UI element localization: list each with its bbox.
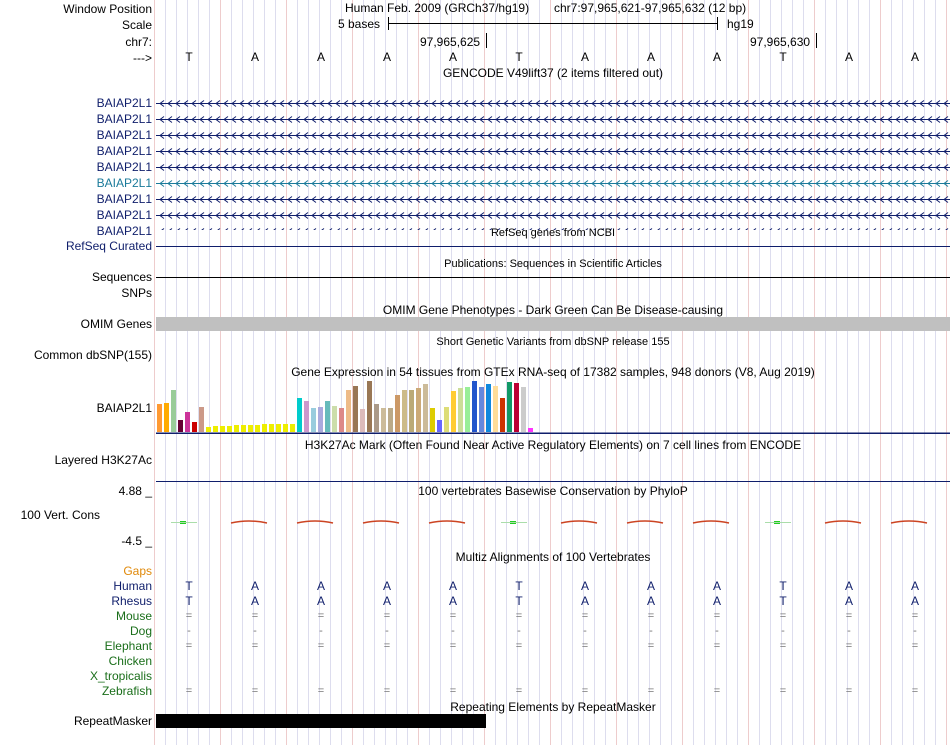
multiz-alignment-char: =: [185, 685, 193, 697]
phylop-negative-mark: [627, 521, 663, 523]
phylop-negative-mark: [891, 521, 927, 523]
multiz-alignment-char: T: [185, 594, 193, 608]
multiz-alignment-char: =: [449, 685, 457, 697]
multiz-alignment-char: =: [515, 685, 523, 697]
gtex-tissue-bar: [458, 388, 463, 432]
gtex-tissue-bar: [472, 381, 477, 432]
gtex-tissue-bar: [325, 401, 330, 432]
multiz-alignment-char: -: [913, 625, 917, 637]
multiz-alignment-char: -: [451, 625, 455, 637]
gencode-transcript-label[interactable]: BAIAP2L1: [96, 112, 152, 126]
gtex-tissue-bar: [178, 420, 183, 432]
multiz-species-label[interactable]: Rhesus: [111, 594, 152, 608]
window-position-label: Window Position: [63, 2, 152, 16]
position-readout[interactable]: chr7:97,965,621-97,965,632 (12 bp): [554, 1, 747, 15]
refseq-label[interactable]: RefSeq Curated: [65, 239, 152, 253]
gtex-tissue-bar: [304, 401, 309, 432]
phylop-negative-mark: [297, 521, 333, 523]
gtex-tissue-bar: [346, 390, 351, 432]
multiz-species-label[interactable]: Chicken: [108, 654, 152, 668]
multiz-species-label[interactable]: Zebrafish: [101, 684, 152, 698]
chrom-label: chr7:: [125, 35, 152, 49]
gtex-tissue-bar: [171, 390, 176, 432]
refseq-line[interactable]: [156, 246, 950, 247]
gtex-tissue-bar: [220, 426, 225, 432]
gtex-tissue-bar: [276, 424, 281, 432]
gtex-label[interactable]: BAIAP2L1: [96, 401, 152, 415]
multiz-alignment-char: A: [712, 594, 721, 608]
multiz-alignment-char: =: [581, 685, 589, 697]
gtex-title[interactable]: Gene Expression in 54 tissues from GTEx RNA-seq of 17382 samples, 948 donors (V8, Aug 2019): [291, 365, 815, 379]
gtex-tissue-bar: [157, 404, 162, 432]
gtex-tissue-bar: [486, 384, 491, 432]
multiz-alignment-char: -: [385, 625, 389, 637]
gencode-transcripts[interactable]: [156, 80, 950, 230]
multiz-alignment-char: =: [647, 610, 655, 622]
gtex-tissue-bar: [528, 428, 533, 432]
gtex-tissue-bar: [423, 384, 428, 432]
phylop-negative-mark: [561, 521, 597, 523]
multiz-alignment-char: T: [185, 579, 193, 593]
multiz-species-label[interactable]: Mouse: [115, 609, 152, 623]
multiz-alignment-char: A: [910, 594, 919, 608]
multiz-alignment-char: =: [185, 640, 193, 652]
gtex-tissue-bar: [339, 408, 344, 432]
gtex-tissue-bar: [248, 425, 253, 432]
gtex-tissue-bar: [521, 387, 526, 432]
omim-title[interactable]: OMIM Gene Phenotypes - Dark Green Can Be Disease-causing: [382, 303, 724, 317]
gencode-transcript: [156, 197, 950, 203]
multiz-alignment-char: -: [187, 625, 191, 637]
multiz-alignment-char: =: [251, 685, 259, 697]
multiz-alignment-char: -: [517, 625, 521, 637]
gaps-label: Gaps: [123, 564, 152, 578]
multiz-alignment-char: =: [515, 610, 523, 622]
gencode-transcript: [156, 117, 950, 123]
omim-bar[interactable]: [156, 317, 950, 331]
sequences-label[interactable]: Sequences: [91, 270, 152, 284]
multiz-alignment-char: =: [911, 685, 919, 697]
base-letter: A: [844, 50, 853, 64]
omim-label[interactable]: OMIM Genes: [80, 317, 152, 331]
multiz-alignment-char: A: [844, 594, 853, 608]
multiz-alignment-char: =: [647, 685, 655, 697]
multiz-alignment-char: =: [911, 610, 919, 622]
gtex-tissue-bar: [227, 426, 232, 432]
multiz-alignment-char: =: [317, 610, 325, 622]
dbsnp-title[interactable]: Short Genetic Variants from dbSNP release 155: [436, 336, 670, 348]
multiz-alignment-char: =: [581, 640, 589, 652]
multiz-alignment-char: A: [580, 594, 589, 608]
base-letter: T: [515, 50, 523, 64]
multiz-alignment-char: =: [317, 685, 325, 697]
gtex-tissue-bar: [451, 391, 456, 432]
coord-tick-2: [816, 33, 817, 48]
base-letter: T: [779, 50, 787, 64]
gencode-transcript-label[interactable]: BAIAP2L1: [96, 176, 152, 190]
gencode-transcript: [156, 213, 950, 219]
coord-label-1: 97,965,625: [420, 35, 481, 49]
multiz-alignment-char: A: [448, 579, 457, 593]
gencode-transcript-label[interactable]: BAIAP2L1: [96, 208, 152, 222]
multiz-alignment-char: A: [712, 579, 721, 593]
multiz-species-label[interactable]: Human: [113, 579, 152, 593]
gtex-tissue-bar: [493, 386, 498, 432]
multiz-alignment-char: -: [319, 625, 323, 637]
multiz-alignment-char: -: [715, 625, 719, 637]
phylop-label[interactable]: 100 Vert. Cons: [20, 508, 100, 522]
scale-label: Scale: [121, 18, 152, 32]
base-letter: A: [316, 50, 325, 64]
gencode-transcript-label[interactable]: BAIAP2L1: [96, 144, 152, 158]
multiz-alignment-char: =: [515, 640, 523, 652]
gtex-tissue-bar: [353, 386, 358, 432]
multiz-alignment-char: -: [847, 625, 851, 637]
gtex-tissue-bar: [479, 387, 484, 432]
gtex-tissue-bar: [255, 425, 260, 432]
gtex-tissue-bar: [507, 382, 512, 432]
gencode-transcript-label[interactable]: BAIAP2L1: [96, 160, 152, 174]
base-letter: A: [646, 50, 655, 64]
phylop-negative-mark: [429, 521, 465, 523]
multiz-alignment-char: =: [251, 640, 259, 652]
multiz-alignment-char: -: [253, 625, 257, 637]
gtex-tissue-bar: [297, 398, 302, 432]
multiz-alignment-char: -: [781, 625, 785, 637]
assembly-title: Human Feb. 2009 (GRCh37/hg19): [345, 1, 530, 15]
gencode-transcript-label[interactable]: BAIAP2L1: [96, 128, 152, 142]
multiz-alignment-char: A: [250, 594, 259, 608]
base-letter: A: [448, 50, 457, 64]
multiz-alignment-char: -: [583, 625, 587, 637]
phylop-signal[interactable]: [156, 517, 950, 527]
gtex-tissue-bar: [416, 388, 421, 432]
multiz-alignment-char: =: [383, 685, 391, 697]
refseq-title[interactable]: RefSeq genes from NCBI: [490, 227, 616, 239]
gtex-tissue-bar: [290, 424, 295, 432]
multiz-alignment-char: A: [382, 579, 391, 593]
snps-label[interactable]: SNPs: [121, 286, 152, 300]
gencode-title[interactable]: GENCODE V49lift37 (2 items filtered out): [442, 66, 664, 80]
phylop-negative-mark: [693, 521, 729, 523]
multiz-alignment-char: =: [845, 610, 853, 622]
coord-tick-1: [486, 33, 487, 48]
gencode-transcript: [156, 165, 950, 171]
phylop-min-label: -4.5 _: [121, 534, 152, 548]
strand-label: --->: [133, 51, 152, 65]
multiz-alignment-char: A: [646, 579, 655, 593]
base-letter: A: [250, 50, 259, 64]
gtex-tissue-bar: [185, 412, 190, 432]
multiz-alignment-char: =: [911, 640, 919, 652]
gtex-bar-chart[interactable]: [156, 380, 950, 434]
gtex-tissue-bar: [500, 398, 505, 432]
gtex-tissue-bar: [430, 408, 435, 432]
h3k27ac-label[interactable]: Layered H3K27Ac: [54, 453, 152, 467]
multiz-alignment-char: A: [910, 579, 919, 593]
multiz-alignment-char: A: [646, 594, 655, 608]
gtex-tissue-bar: [465, 387, 470, 432]
gencode-transcript-label[interactable]: BAIAP2L1: [96, 192, 152, 206]
gtex-tissue-bar: [332, 406, 337, 432]
gencode-transcript: [156, 133, 950, 139]
gtex-tissue-bar: [367, 381, 372, 432]
coord-label-2: 97,965,630: [750, 35, 811, 49]
dbsnp-label[interactable]: Common dbSNP(155): [33, 348, 152, 362]
multiz-alignment-char: =: [779, 685, 787, 697]
multiz-alignment-char: =: [317, 640, 325, 652]
multiz-alignment-char: A: [250, 579, 259, 593]
multiz-alignment-char: =: [845, 685, 853, 697]
multiz-alignment-char: A: [316, 594, 325, 608]
gtex-tissue-bar: [395, 395, 400, 432]
multiz-alignment-char: T: [779, 594, 787, 608]
multiz-alignment-char: T: [515, 579, 523, 593]
gtex-tissue-bar: [318, 407, 323, 432]
multiz-alignment-char: =: [581, 610, 589, 622]
multiz-alignment-char: T: [779, 579, 787, 593]
multiz-alignment-char: =: [449, 610, 457, 622]
gtex-tissue-bar: [402, 390, 407, 432]
phylop-negative-mark: [825, 521, 861, 523]
gtex-tissue-bar: [192, 422, 197, 432]
scale-text: 5 bases: [338, 17, 381, 31]
multiz-alignment-char: A: [448, 594, 457, 608]
gtex-tissue-bar: [164, 403, 169, 432]
multiz-alignment-char: =: [647, 640, 655, 652]
base-letter: T: [185, 50, 193, 64]
multiz-species-label[interactable]: Elephant: [104, 639, 152, 653]
scale-bar: [388, 17, 718, 31]
multiz-alignment-char: =: [713, 685, 721, 697]
gencode-transcript-label[interactable]: BAIAP2L1: [96, 224, 152, 238]
multiz-species-label[interactable]: Dog: [129, 624, 152, 638]
gtex-tissue-bar: [444, 407, 449, 432]
multiz-alignment-char: =: [251, 610, 259, 622]
gtex-tissue-bar: [241, 425, 246, 432]
phylop-negative-mark: [363, 521, 399, 523]
gtex-tissue-bar: [409, 390, 414, 432]
multiz-alignment-char: =: [713, 610, 721, 622]
gtex-tissue-bar: [514, 383, 519, 432]
base-letter: A: [712, 50, 721, 64]
phylop-negative-mark: [231, 521, 267, 523]
base-letter: A: [382, 50, 391, 64]
base-letter: A: [910, 50, 919, 64]
multiz-alignment-char: =: [845, 640, 853, 652]
gencode-transcript: [156, 149, 950, 155]
h3k27ac-baseline: [156, 481, 950, 482]
multiz-alignment-char: =: [185, 610, 193, 622]
gtex-tissue-bar: [206, 427, 211, 432]
gtex-tissue-bar: [269, 424, 274, 432]
gtex-tissue-bar: [283, 424, 288, 432]
multiz-alignment-char: =: [449, 640, 457, 652]
multiz-alignment-char: -: [649, 625, 653, 637]
h3k27ac-title[interactable]: H3K27Ac Mark (Often Found Near Active Regulatory Elements) on 7 cell lines from ENCODE: [304, 438, 802, 452]
gtex-tissue-bar: [374, 404, 379, 432]
multiz-alignment-char: =: [779, 610, 787, 622]
multiz-alignment-char: =: [383, 610, 391, 622]
repeatmasker-title[interactable]: Repeating Elements by RepeatMasker: [450, 700, 656, 714]
multiz-alignment-char: =: [713, 640, 721, 652]
gtex-tissue-bar: [381, 408, 386, 432]
gtex-tissue-bar: [234, 425, 239, 432]
repeatmasker-bar[interactable]: [156, 714, 486, 728]
gencode-transcript: [156, 181, 950, 187]
repeatmasker-label[interactable]: RepeatMasker: [73, 714, 152, 728]
gtex-tissue-bar: [311, 408, 316, 432]
gtex-tissue-bar: [199, 407, 204, 432]
gtex-tissue-bar: [437, 420, 442, 432]
multiz-alignment-char: =: [779, 640, 787, 652]
multiz-alignment-char: T: [515, 594, 523, 608]
multiz-title[interactable]: Multiz Alignments of 100 Vertebrates: [455, 550, 651, 564]
gencode-transcript-label[interactable]: BAIAP2L1: [96, 96, 152, 110]
phylop-max-label: 4.88 _: [118, 484, 152, 498]
multiz-alignment-char: A: [316, 579, 325, 593]
gtex-tissue-bar: [388, 408, 393, 432]
multiz-alignment-char: =: [383, 640, 391, 652]
phylop-title[interactable]: 100 vertebrates Basewise Conservation by PhyloP: [418, 484, 688, 498]
publications-line[interactable]: [156, 277, 950, 278]
publications-title[interactable]: Publications: Sequences in Scientific Articles: [444, 258, 662, 270]
gtex-tissue-bar: [360, 409, 365, 432]
scale-db: hg19: [727, 17, 754, 31]
gtex-tissue-bar: [262, 424, 267, 432]
multiz-alignment-char: A: [844, 579, 853, 593]
multiz-alignment-char: A: [580, 579, 589, 593]
multiz-alignment-char: A: [382, 594, 391, 608]
base-letter: A: [580, 50, 589, 64]
gtex-tissue-bar: [213, 426, 218, 432]
gencode-transcript: [156, 101, 950, 107]
multiz-species-label[interactable]: X_tropicalis: [89, 669, 152, 683]
